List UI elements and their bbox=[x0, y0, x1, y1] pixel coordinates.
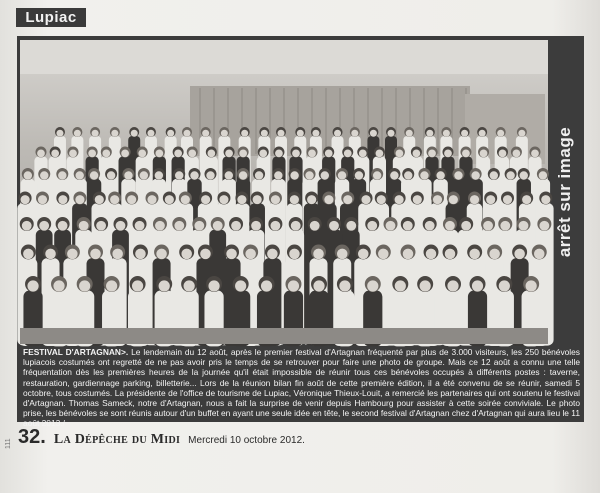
volunteer-face bbox=[388, 130, 395, 137]
volunteer-face bbox=[206, 171, 214, 179]
volunteer-face bbox=[358, 249, 369, 260]
volunteer-face bbox=[111, 130, 118, 137]
volunteer-face bbox=[461, 130, 468, 137]
volunteer-face bbox=[121, 150, 129, 158]
volunteer-face bbox=[519, 221, 529, 231]
volunteer-face bbox=[39, 221, 49, 231]
volunteer-face bbox=[499, 150, 507, 158]
volunteer-face bbox=[503, 195, 512, 204]
volunteer-face bbox=[261, 130, 268, 137]
volunteer-face bbox=[312, 130, 319, 137]
volunteer-face bbox=[390, 171, 398, 179]
volunteer-face bbox=[106, 280, 117, 291]
volunteer-face bbox=[231, 221, 241, 231]
volunteer-face bbox=[74, 130, 81, 137]
volunteer-face bbox=[208, 280, 219, 291]
volunteer-face bbox=[259, 150, 267, 158]
volunteer-face bbox=[107, 171, 115, 179]
volunteer-face bbox=[522, 195, 531, 204]
volunteer-face bbox=[155, 171, 163, 179]
side-label bbox=[548, 40, 582, 344]
volunteer-face bbox=[461, 221, 471, 231]
volunteer-face bbox=[404, 171, 412, 179]
volunteer-face bbox=[181, 195, 190, 204]
volunteer-face bbox=[37, 150, 45, 158]
volunteer-face bbox=[367, 280, 378, 291]
volunteer-face bbox=[225, 171, 233, 179]
volunteer-face bbox=[479, 130, 486, 137]
volunteer-face bbox=[56, 130, 63, 137]
volunteer-face bbox=[79, 280, 90, 291]
volunteer-face bbox=[499, 280, 510, 291]
volunteer-face bbox=[428, 150, 436, 158]
volunteer-face bbox=[396, 150, 404, 158]
volunteer-face bbox=[449, 195, 458, 204]
volunteer-face bbox=[239, 171, 247, 179]
volunteer-face bbox=[237, 195, 246, 204]
volunteer-face bbox=[403, 221, 413, 231]
volunteer-face bbox=[337, 249, 348, 260]
volunteer-face bbox=[165, 195, 174, 204]
volunteer-face bbox=[132, 280, 143, 291]
ceiling bbox=[20, 40, 548, 74]
volunteer-face bbox=[472, 280, 483, 291]
volunteer-face bbox=[159, 280, 170, 291]
volunteer-face bbox=[534, 249, 545, 260]
volunteer-face bbox=[67, 249, 78, 260]
volunteer-face bbox=[226, 249, 237, 260]
volunteer-face bbox=[38, 195, 47, 204]
volunteer-face bbox=[338, 171, 346, 179]
volunteer-face bbox=[92, 130, 99, 137]
volunteer-face bbox=[469, 249, 480, 260]
volunteer-face bbox=[313, 280, 324, 291]
volunteer-face bbox=[520, 171, 528, 179]
publication-date: Mercredi 10 octobre 2012. bbox=[188, 435, 305, 446]
volunteer-face bbox=[513, 150, 521, 158]
volunteer-face bbox=[40, 171, 48, 179]
volunteer-face bbox=[334, 130, 341, 137]
volunteer-face bbox=[526, 280, 537, 291]
volunteer-face bbox=[156, 150, 164, 158]
volunteer-face bbox=[261, 280, 272, 291]
volunteer-face bbox=[307, 195, 316, 204]
volunteer-face bbox=[90, 171, 98, 179]
volunteer-face bbox=[289, 249, 300, 260]
volunteer-face bbox=[425, 221, 435, 231]
volunteer-face bbox=[221, 130, 228, 137]
volunteer-face bbox=[225, 150, 233, 158]
volunteer-face bbox=[288, 280, 299, 291]
volunteer-face bbox=[213, 221, 223, 231]
volunteer-face bbox=[378, 249, 389, 260]
volunteer-face bbox=[201, 195, 210, 204]
volunteer-face bbox=[370, 130, 377, 137]
volunteer-face bbox=[219, 195, 228, 204]
volunteer-face bbox=[116, 221, 126, 231]
volunteer-face bbox=[274, 171, 282, 179]
group-photo bbox=[20, 40, 548, 344]
volunteer-face bbox=[500, 221, 510, 231]
volunteer-face bbox=[445, 221, 455, 231]
volunteer-face bbox=[76, 171, 84, 179]
volunteer-face bbox=[403, 249, 414, 260]
volunteer-face bbox=[355, 171, 363, 179]
volunteer-face bbox=[51, 150, 59, 158]
volunteer-face bbox=[175, 171, 183, 179]
volunteer-face bbox=[88, 150, 96, 158]
volunteer-face bbox=[69, 150, 77, 158]
volunteer-face bbox=[325, 150, 333, 158]
volunteer-face bbox=[140, 171, 148, 179]
volunteer-face bbox=[351, 130, 358, 137]
volunteer-face bbox=[270, 221, 280, 231]
volunteer-face bbox=[271, 195, 280, 204]
volunteer-face bbox=[310, 221, 320, 231]
volunteer-face bbox=[386, 221, 396, 231]
volunteer-face bbox=[291, 221, 301, 231]
volunteer-face bbox=[420, 171, 428, 179]
volunteer-face bbox=[124, 171, 132, 179]
volunteer-face bbox=[90, 249, 101, 260]
volunteer-face bbox=[253, 195, 262, 204]
volunteer-face bbox=[395, 195, 404, 204]
volunteer-face bbox=[373, 171, 381, 179]
volunteer-face bbox=[135, 221, 145, 231]
volunteer-face bbox=[24, 171, 32, 179]
volunteer-face bbox=[58, 195, 67, 204]
volunteer-face bbox=[445, 249, 456, 260]
volunteer-face bbox=[27, 280, 38, 291]
volunteer-face bbox=[138, 150, 146, 158]
volunteer-face bbox=[96, 221, 106, 231]
volunteer-face bbox=[376, 150, 384, 158]
volunteer-face bbox=[245, 249, 256, 260]
volunteer-face bbox=[53, 280, 64, 291]
page-footer bbox=[18, 426, 588, 450]
volunteer-face bbox=[207, 150, 215, 158]
volunteer-face bbox=[426, 130, 433, 137]
volunteer-face bbox=[275, 150, 283, 158]
volunteer-face bbox=[181, 249, 192, 260]
volunteer-face bbox=[290, 171, 298, 179]
volunteer-face bbox=[127, 195, 136, 204]
volunteer-face bbox=[361, 195, 370, 204]
volunteer-face bbox=[454, 171, 462, 179]
volunteer-face bbox=[471, 171, 479, 179]
caption-lead: FESTIVAL D'ARTAGNAN>. bbox=[23, 347, 129, 357]
volunteer-face bbox=[297, 130, 304, 137]
volunteer-face bbox=[135, 249, 146, 260]
volunteer-face bbox=[489, 249, 500, 260]
volunteer-face bbox=[313, 249, 324, 260]
volunteer-face bbox=[255, 171, 263, 179]
volunteer-face bbox=[75, 195, 84, 204]
side-label-text: arrêt sur image bbox=[555, 126, 574, 258]
volunteer-face bbox=[444, 150, 452, 158]
volunteer-face bbox=[239, 150, 247, 158]
volunteer-face bbox=[45, 249, 56, 260]
volunteer-face bbox=[486, 195, 495, 204]
volunteer-face bbox=[490, 171, 498, 179]
volunteer-face bbox=[200, 249, 211, 260]
volunteer-face bbox=[433, 195, 442, 204]
volunteer-face bbox=[480, 150, 488, 158]
volunteer-face bbox=[518, 130, 525, 137]
volunteer-face bbox=[539, 171, 547, 179]
volunteer-face bbox=[406, 130, 413, 137]
volunteer-face bbox=[202, 130, 209, 137]
volunteer-face bbox=[184, 280, 195, 291]
newspaper-name: La Dépêche du Midi bbox=[53, 432, 181, 447]
volunteer-face bbox=[292, 150, 300, 158]
volunteer-face bbox=[21, 195, 30, 204]
volunteer-face bbox=[112, 249, 123, 260]
photo-caption bbox=[23, 347, 580, 429]
margin-number: 111 bbox=[5, 438, 12, 449]
volunteer-face bbox=[156, 249, 167, 260]
volunteer-face bbox=[194, 221, 204, 231]
volunteer-face bbox=[23, 249, 33, 260]
volunteer-face bbox=[346, 221, 356, 231]
caption-body: Le lendemain du 12 août, après le premier festival d'Artagnan fréquenté par plus de 3.000 visiteurs, les 250 bénévoles lupiacois costumés ont regretté de ne pas avoir pris le temps de se retrouver pour faire une photo de groupe. Mais ce 12 août a connu une telle fréquentation dès les premières heures de la journée qu'il était impossible de réunir tous ces bénévoles occupés à différents postes : taverne, restauration, gardiennage parking, billetterie... Lors de la réunion bilan fin août de cette première édition, il a été convenu de se réunir, samedi 5 octobre, tous costumés. La présidente de l'office de tourisme de Lupiac, Véronique Thieux-Louit, a remercié les partenaires qui ont soutenu le festival d'Artagnan. Thomas Sameck, notre d'Artagnan, nous a fait la surprise de venir depuis Hambourg pour assister à cette soirée conviviale. Le photo prise, les bénévoles se sont réunis autour d'un buffet en ayant une seule idée en tête, le second festival d'Artagnan chez d'Artagnan qui aura lieu le 11 août 2013./ bbox=[23, 347, 580, 429]
hall-floor bbox=[20, 328, 548, 344]
volunteer-face bbox=[241, 130, 248, 137]
volunteer-face bbox=[95, 195, 104, 204]
volunteer-face bbox=[174, 221, 184, 231]
page-number: 32. bbox=[18, 426, 46, 448]
volunteer-face bbox=[58, 171, 66, 179]
volunteer-face bbox=[339, 280, 350, 291]
volunteer-face bbox=[483, 221, 493, 231]
volunteer-face bbox=[79, 221, 89, 231]
volunteer-face bbox=[377, 195, 386, 204]
group-photo-image bbox=[20, 40, 548, 344]
volunteer-face bbox=[267, 249, 278, 260]
volunteer-face bbox=[102, 150, 110, 158]
volunteer-face bbox=[110, 195, 119, 204]
volunteer-face bbox=[420, 280, 431, 291]
volunteer-face bbox=[308, 150, 316, 158]
volunteer-face bbox=[329, 221, 339, 231]
section-title: Lupiac bbox=[16, 8, 86, 27]
volunteer-face bbox=[531, 150, 539, 158]
volunteer-face bbox=[436, 171, 444, 179]
volunteer-face bbox=[514, 249, 525, 260]
volunteer-face bbox=[506, 171, 514, 179]
volunteer-face bbox=[58, 221, 68, 231]
volunteer-face bbox=[305, 171, 313, 179]
volunteer-face bbox=[367, 221, 377, 231]
volunteer-face bbox=[359, 150, 367, 158]
volunteer-face bbox=[413, 150, 421, 158]
volunteer-face bbox=[343, 195, 352, 204]
volunteer-face bbox=[462, 150, 470, 158]
volunteer-face bbox=[251, 221, 261, 231]
volunteer-face bbox=[497, 130, 504, 137]
volunteer-face bbox=[344, 150, 352, 158]
volunteer-face bbox=[131, 130, 138, 137]
volunteer-face bbox=[188, 150, 196, 158]
volunteer-face bbox=[426, 249, 437, 260]
volunteer-face bbox=[470, 195, 479, 204]
volunteer-face bbox=[324, 195, 333, 204]
volunteer-face bbox=[22, 221, 32, 231]
volunteer-face bbox=[190, 171, 198, 179]
volunteer-face bbox=[447, 280, 458, 291]
volunteer-face bbox=[443, 130, 450, 137]
volunteer-face bbox=[147, 195, 156, 204]
volunteer-face bbox=[167, 130, 174, 137]
volunteer-face bbox=[321, 171, 329, 179]
volunteer-face bbox=[413, 195, 422, 204]
volunteer-face bbox=[277, 130, 284, 137]
volunteer-face bbox=[290, 195, 299, 204]
volunteer-face bbox=[395, 280, 406, 291]
volunteer-face bbox=[174, 150, 182, 158]
volunteer-face bbox=[184, 130, 191, 137]
volunteer-face bbox=[147, 130, 154, 137]
volunteer-face bbox=[155, 221, 165, 231]
volunteer-face bbox=[235, 280, 246, 291]
